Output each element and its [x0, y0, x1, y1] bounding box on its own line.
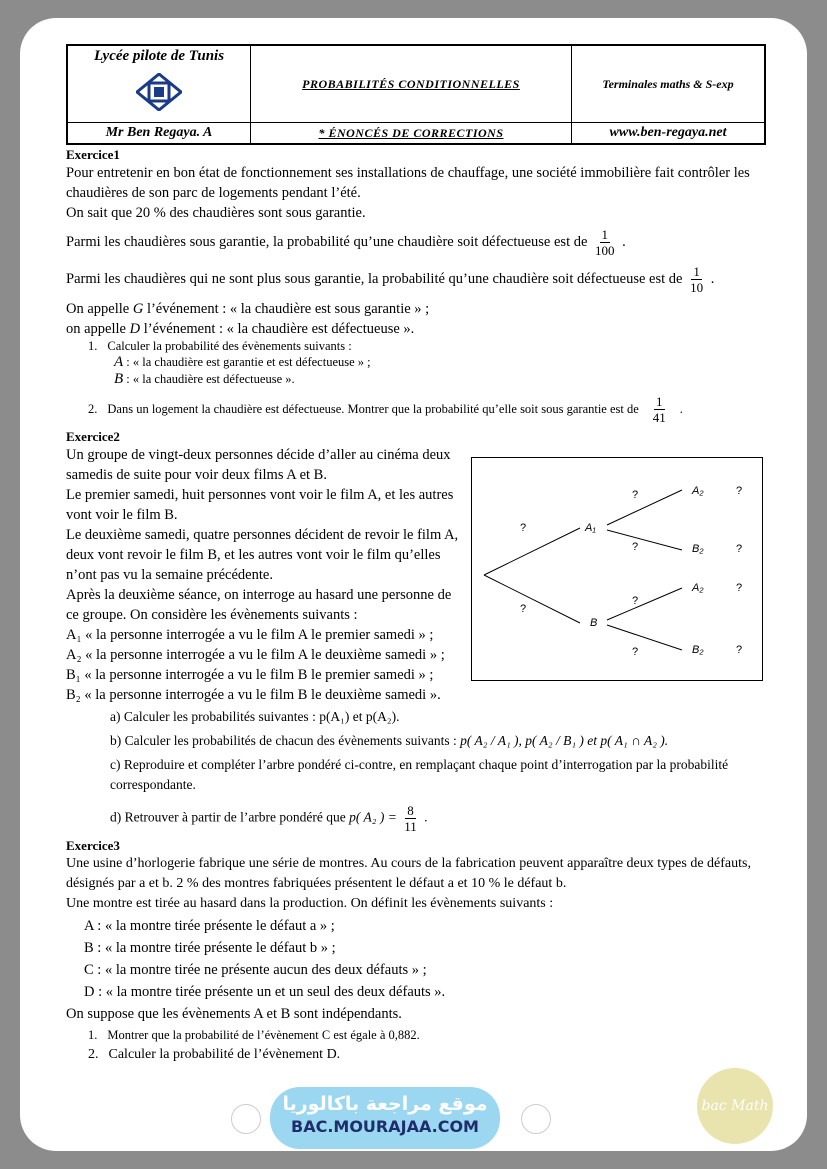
node-a1: A₁	[585, 522, 596, 534]
ex1-question-1: 1. Calculer la probabilité des évènements suivants :	[88, 339, 352, 353]
document-content	[66, 44, 766, 1063]
branch-weight: ?	[632, 595, 639, 607]
leaf-prob: ?	[736, 644, 743, 656]
ex3-event: C : « la montre tirée ne présente aucun des deux défauts » ;	[84, 962, 427, 978]
leaf-prob: ?	[736, 485, 743, 497]
branch-weight: ?	[520, 522, 527, 534]
leaf-prob: ?	[736, 582, 743, 594]
school-logo-icon	[136, 73, 182, 111]
footer-arabic-title: موقع مراجعة باكالوريا	[282, 1093, 488, 1115]
partner-logo-icon	[521, 1104, 551, 1134]
ex2-event: B₂ « la personne interrogée a vu le film B le deuxième samedi ».	[66, 687, 441, 703]
ex2-question-a: a) Calculer les probabilités suivantes : p(A₁) et p(A₂).	[110, 709, 400, 724]
bac-math-logo: bac Math	[697, 1068, 773, 1144]
tree-branches	[484, 490, 682, 650]
ex1-paragraph: Parmi les chaudières qui ne sont plus sous garantie, la probabilité qu’une chaudière soit défectueuse est de $\frac{1}{10}$ .	[66, 264, 715, 295]
exercise2-title: Exercice2	[66, 429, 120, 444]
ex3-question-2: 2. Calculer la probabilité de l’évènement D.	[88, 1047, 341, 1062]
node-b2: B₂	[692, 644, 704, 656]
ex2-event: B₁ « la personne interrogée a vu le film B le premier samedi » ;	[66, 667, 434, 683]
doc-subtitle: * ÉNONCÉS DE CORRECTIONS	[251, 123, 572, 145]
fraction: $\frac{1}{10}$	[690, 264, 704, 295]
branch-weight: ?	[632, 646, 639, 658]
exercise3-title: Exercice3	[66, 838, 120, 853]
ex3-paragraph: Une montre est tirée au hasard dans la production. On définit les évènements suivants :	[66, 896, 554, 911]
ex1-paragraph: Parmi les chaudières sous garantie, la probabilité qu’une chaudière soit défectueuse est de $\frac{1}{100}$ .	[66, 227, 626, 258]
leaf-prob: ?	[736, 543, 743, 555]
ex3-event: A : « la montre tirée présente le défaut a » ;	[84, 918, 335, 934]
ex2-event: A₂ « la personne interrogée a vu le film A le deuxième samedi » ;	[66, 647, 445, 663]
ex2-paragraph: Le premier samedi, huit personnes vont voir le film A, et les autres vont voir le film B.	[66, 487, 454, 523]
fraction: $\frac{1}{100}$	[595, 227, 615, 258]
node-b: B	[590, 617, 598, 629]
ex2-text	[66, 445, 461, 705]
ex3-event: B : « la montre tirée présente le défaut b » ;	[84, 940, 336, 956]
node-b2: B₂	[692, 543, 704, 555]
doc-title: PROBABILITÉS CONDITIONNELLES	[251, 45, 572, 123]
ex1-paragraph: On appelle G l’événement : « la chaudière est sous garantie » ;	[66, 301, 430, 317]
fraction: $\frac{1}{41}$	[652, 394, 666, 425]
teacher-name: Mr Ben Regaya. A	[67, 123, 251, 145]
school-name: Lycée pilote de Tunis	[93, 48, 225, 64]
ex3-paragraph: Une usine d’horlogerie fabrique une série de montres. Au cours de la fabrication peuvent apparaître deux types de défauts, désignés par a et b. 2 % des montres fabriquées présentent le défaut a et 10 % le défaut b.	[66, 856, 751, 891]
branch-weight: ?	[632, 541, 639, 553]
ex2-paragraph: Après la deuxième séance, on interroge au hasard une personne de ce groupe. On considère les évènements suivants :	[66, 587, 452, 623]
ex1-event-b: B : « la chaudière est défectueuse ».	[114, 371, 295, 387]
ex2-question-b: b) Calculer les probabilités de chacun des évènements suivants : p( A₂ / A₁ ), p( A₂ / B₁ ) et p( A₁ ∩ A₂ ).	[110, 733, 669, 748]
document-page	[20, 18, 807, 1151]
ex3-question-1: 1. Montrer que la probabilité de l’évènement C est égale à 0,882.	[88, 1028, 420, 1042]
node-a2: A₂	[692, 582, 704, 594]
partner-logo-icon	[231, 1104, 261, 1134]
header-table	[66, 44, 766, 145]
header-school-cell	[67, 45, 251, 123]
ex1-question-2: 2. Dans un logement la chaudière est défectueuse. Montrer que la probabilité qu’elle soit sous garantie est de $\frac{1}{41}$ .	[88, 394, 683, 425]
branch-weight: ?	[520, 603, 527, 615]
ex1-paragraph: Pour entretenir en bon état de fonctionnement ses installations de chauffage, une société immobilière fait contrôler les chaudières de son parc de logements pendant l’été.	[66, 165, 750, 201]
ex1-paragraph: On sait que 20 % des chaudières sont sous garantie.	[66, 205, 366, 221]
ex2-question-c: c) Reproduire et compléter l’arbre pondéré ci-contre, en remplaçant chaque point d’interrogation par la probabilité correspondante.	[110, 757, 729, 792]
ex2-paragraph: Le deuxième samedi, quatre personnes décident de revoir le film A, deux vont revoir le film B, et les autres vont voir le film qu’elles n’ont pas vu la semaine précédente.	[66, 527, 459, 583]
ex2-body	[66, 445, 766, 705]
website-link[interactable]: www.ben-regaya.net	[572, 123, 766, 145]
ex3-event: D : « la montre tirée présente un et un seul des deux défauts ».	[84, 984, 446, 1000]
doc-level: Terminales maths & S-exp	[572, 45, 766, 123]
probability-tree-diagram	[471, 457, 763, 681]
ex1-event-a: A : « la chaudière est garantie et est défectueuse » ;	[114, 354, 371, 370]
exercise1-title: Exercice1	[66, 147, 120, 162]
fraction: $\frac{8}{11}$	[404, 803, 417, 834]
footer-site-badge[interactable]	[270, 1087, 500, 1149]
node-a2: A₂	[692, 485, 704, 497]
ex2-paragraph: Un groupe de vingt-deux personnes décide d’aller au cinéma deux samedis de suite pour voir deux films A et B.	[66, 447, 451, 483]
ex2-event: A₁ « la personne interrogée a vu le film A le premier samedi » ;	[66, 627, 434, 643]
branch-weight: ?	[632, 489, 639, 501]
ex3-paragraph: On suppose que les évènements A et B sont indépendants.	[66, 1006, 402, 1022]
ex1-paragraph: on appelle D l’événement : « la chaudière est défectueuse ».	[66, 321, 415, 337]
footer-url[interactable]: BAC.MOURAJAA.COM	[291, 1117, 479, 1136]
ex2-question-d: d) Retrouver à partir de l’arbre pondéré que p( A₂ ) = $\frac{8}{11}$ .	[110, 803, 428, 834]
